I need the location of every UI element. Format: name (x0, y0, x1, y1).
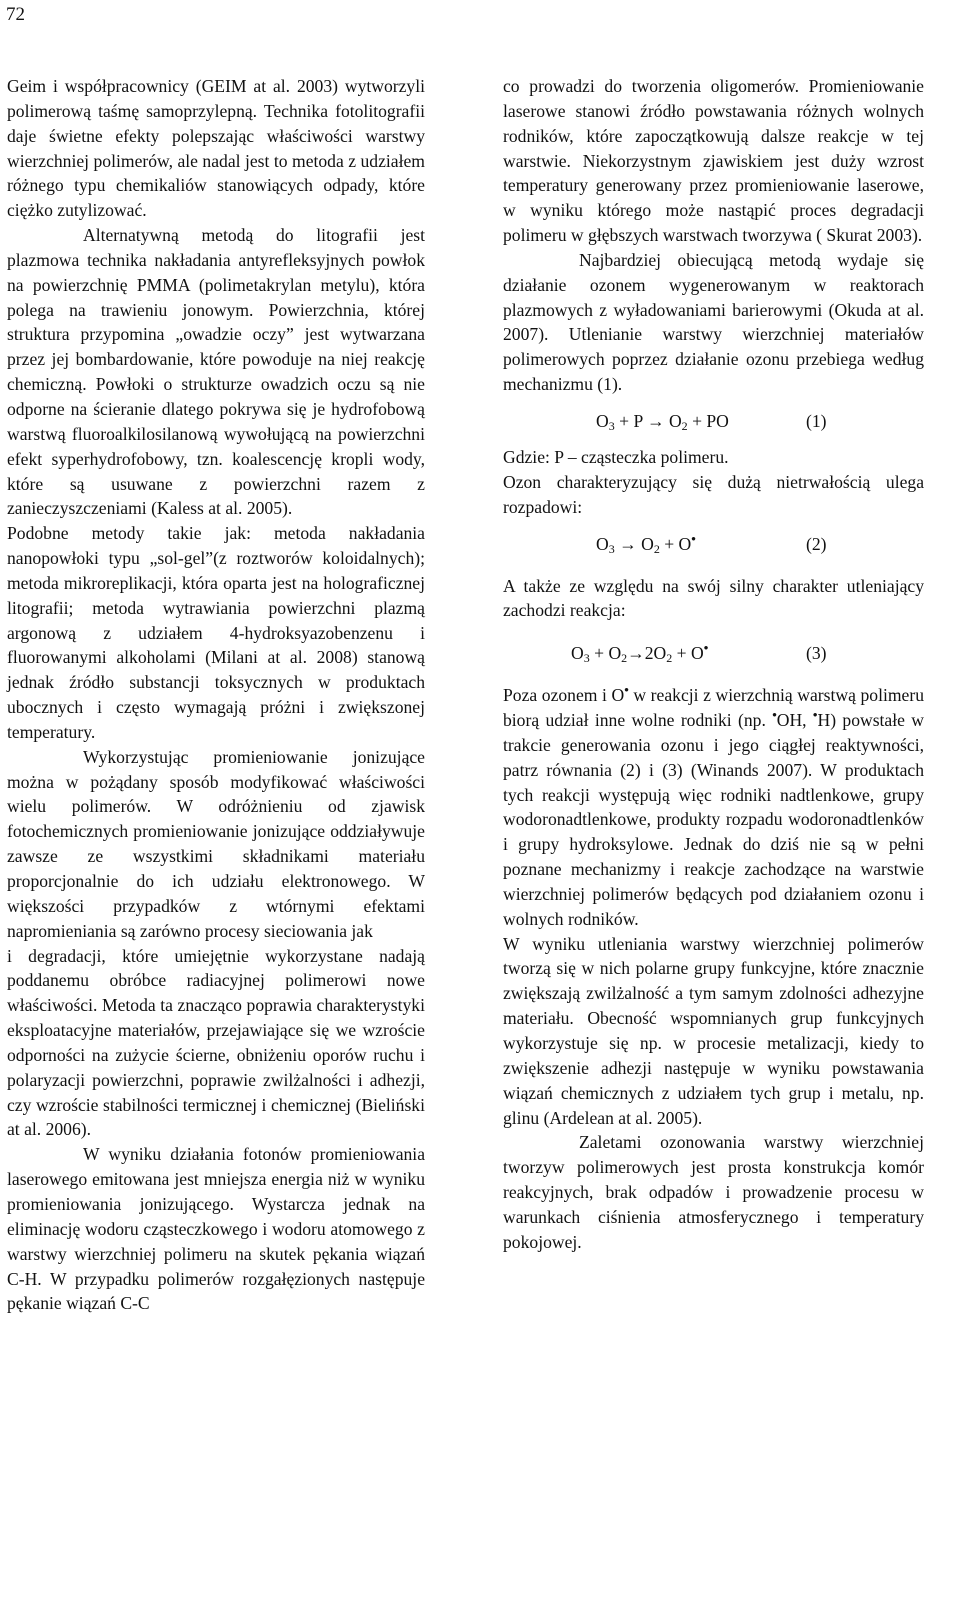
equation-2-expression: $O_3 \to O_2 + O^•$ (596, 530, 696, 556)
paragraph-free-radicals: Poza ozonem i O• w reakcji z wierzchnią warstwą polimeru biorą udział inne wolne rodniki (np. •OH, •H) powstałe w trakcie generowania ozonu i jego ciągłej reaktywności, patrz równania (2) i (3) (Winands 2007). W produktach tych reakcji występują więc rodniki nadtlenkowe, grupy wodoronadtlenkowe, produkty rozpadu wodoronadtlenków i grupy hydroksylowe. Jednak do dziś nie są w pełni poznane mechanizmy i reakcje zachodzące na warstwie wierzchniej polimerów będących pod działaniem ozonu i wolnych rodników. (503, 682, 925, 929)
paragraph-ozonation-advantages: Zaletami ozonowania warstwy wierzchniej tworzyw polimerowych jest prosta konstrukcja komór reakcyjnych, brak odpadów i prowadzenie procesu w warunkach ciśnienia atmosferycznego i temperatury pokojowej. (503, 1132, 924, 1252)
paragraph-where-p: Gdzie: P – cząsteczka polimeru. (503, 446, 729, 467)
paragraph-polar-groups: W wyniku utleniania warstwy wierzchniej polimerów tworzą się w nich polarne grupy funkcyjne, które znacznie zwiększają zwilżalność a tym samym zdolności adhezyjne materiału. Obecność wspomnianych grup funkcyjnych wykorzystuje się np. w procesie metalizacji, kiedy to zwiększenie adhezji następuje w wyniku powstawania wiązań chemicznych z udziałem tych grup i metalu, np. glinu (Ardelean at al. 2005). (503, 933, 924, 1128)
equation-2 (503, 526, 924, 562)
equation-1 (503, 403, 924, 439)
right-column (503, 74, 924, 1255)
paragraph-degradation: i degradacji, które umiejętnie wykorzystane nadają poddanemu obróbce radiacyjnej polimerowi nowe właściwości. Metoda ta znacząco poprawia charakterystyki eksploatacyjne materiałów, przejawiające się we wzroście odporności na zużycie ścierne, obniżeniu oporów ruchu i polaryzacji powierzchni, poprawie zwilżalności i adhezji, czy wzroście stabilności termicznej i chemicznej (Bieliński at al. 2006). (7, 945, 425, 1140)
paragraph-similar-methods: Podobne metody takie jak: metoda nakładania nanopowłoki typu „sol-gel”(z roztworów koloidalnych); metoda mikroreplikacji, która oparta jest na holograficznej litografii; metoda wytrawiania powierzchni plazmą argonową z udziałem 4-hydroksyazobenzenu i fluorowanymi alkoholami (Milani at al. 2008) stanową jednak źródło substancji toksycznych w produktach ubocznych i często wymagają próżni i zwiększonej temperatury. (7, 523, 425, 742)
equation-3 (503, 635, 924, 671)
paragraph-oxidizing-reaction: A także ze względu na swój silny charakter utleniający zachodzi reakcja: (503, 575, 924, 621)
page-number: 72 (6, 4, 25, 25)
paragraph-geim: Geim i współpracownicy (GEIM at al. 2003) wytworzyli polimerową taśmę samoprzylepną. Technika fotolitografii daje świetne efekty polepszając właściwości warstwy wierzchniej polimerów, ale nadal jest to metoda z udziałem różnego typu chemikaliów stanowiących odpady, które ciężko zutylizować. (7, 76, 425, 221)
left-column (7, 74, 425, 1316)
equation-1-expression: $O_3 + P \to O_2$ + PO (596, 410, 729, 433)
equation-2-number: (2) (806, 533, 827, 554)
paragraph-ionizing-radiation: Wykorzystując promieniowanie jonizujące można w pożądany sposób modyfikować właściwości wielu polimerów. W odróżnieniu od zjawisk fotochemicznych promieniowanie jonizujące oddziaływuje zawsze ze wszystkimi składnikami materiału proporcjonalnie do ich udziału elektronowego. W większości przypadków z wtórnymi efektami napromieniania są zarówno procesy sieciowania jak (7, 746, 425, 941)
equation-3-expression: $O_3 + O_2\to 2O_2 + O^•$ (571, 640, 709, 666)
paragraph-oligomers: co prowadzi do tworzenia oligomerów. Promieniowanie laserowe stanowi źródło powstawania różnych wolnych rodników, które zapoczątkowują dalsze reakcje w tej warstwie. Niekorzystnym zjawiskiem jest duży wzrost temperatury generowany przez promieniowanie laserowe, w wyniku którego może nastąpić proces degradacji polimeru w głębszych warstwach tworzywa ( Skurat 2003). (503, 76, 924, 246)
paragraph-plasma-technique: Alternatywną metodą do litografii jest plazmowa technika nakładania antyrefleksyjnych powłok na powierzchnię PMMA (polimetakrylan metylu), która polega na trawieniu jonowym. Powierzchnia, której struktura przypomina „owadzie oczy” jest wytwarzana przez jej bombardowanie, które powoduje na niej reakcję chemiczną. Powłoki o strukturze owadzich oczu są nie odporne na ścieranie dlatego pokrywa się je hydrofobową warstwą fluoroalkilosilanową wywołującą na powierzchni efekt syperhydrofobowy, tzn. koalescencję kropli wody, które są usuwane z powierzchni razem z zanieczyszczeniami (Kaless at al. 2005). (7, 225, 425, 519)
paragraph-ozone-decay: Ozon charakteryzujący się dużą nietrwałością ulega rozpadowi: (503, 471, 924, 517)
paragraph-ozone-method: Najbardziej obiecującą metodą wydaje się działanie ozonem wygenerowanym w reaktorach plazmowych z wyładowaniami barierowymi (Okuda at al. 2007). Utlenianie warstwy wierzchniej materiałów polimerowych poprzez działanie ozonu przebiega według mechanizmu (1). (503, 249, 924, 395)
equation-1-number: (1) (806, 410, 827, 431)
equation-3-number: (3) (806, 643, 827, 664)
paragraph-laser-photons: W wyniku działania fotonów promieniowania laserowego emitowana jest mniejsza energia niż w wyniku promieniowania jonizującego. Wystarcza jednak na eliminację wodoru cząsteczkowego i wodoru atomowego z warstwy wierzchniej polimeru na skutek pękania wiązań C-H. W przypadku polimerów rozgałęzionych następuje pękanie wiązań C-C (7, 1144, 425, 1314)
